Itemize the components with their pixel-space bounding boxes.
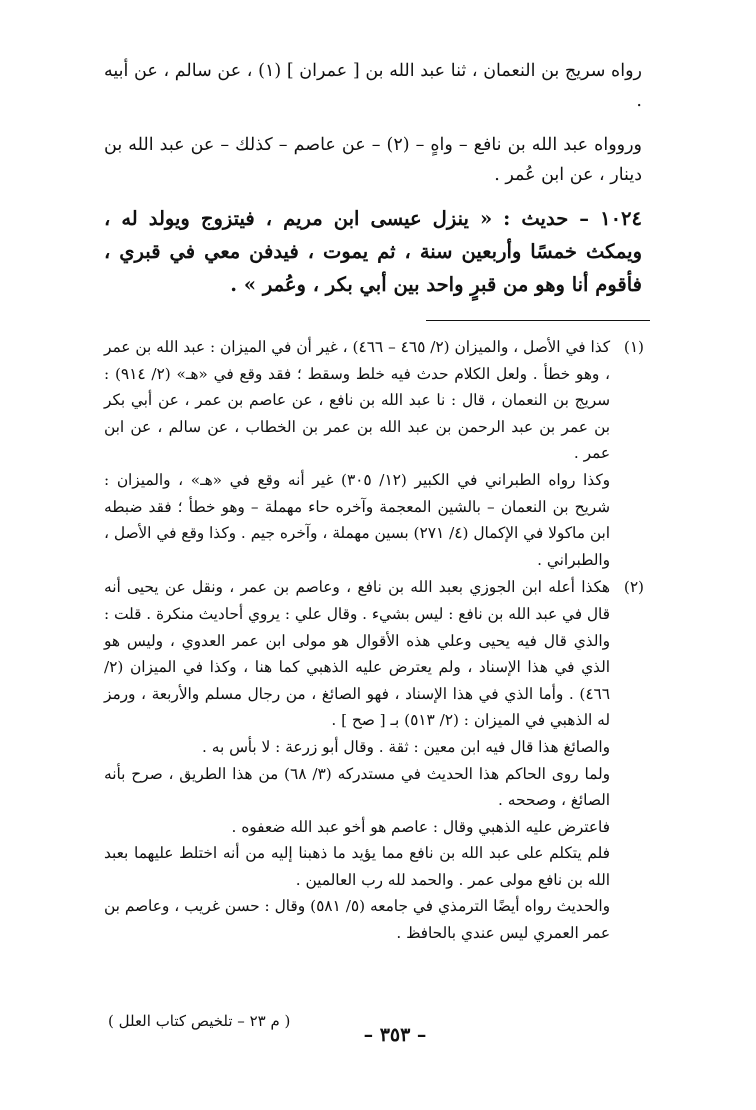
main-paragraph: وروواه عبد الله بن نافع – واهٍ – (٢) – عن عاصم – كذلك – عن عبد الله بن دينار ، عن ابن عُمر . bbox=[104, 135, 642, 185]
footnotes bbox=[104, 334, 644, 948]
footnote-paragraph: هكذا أعله ابن الجوزي بعبد الله بن نافع ، وعاصم بن عمر ، ونقل عن يحيى أنه قال في عبد الله بن نافع : ليس بشيء . وقال علي : يروي أحاديث منكرة . قلت : والذي قال فيه يحيى وعلي هذه الأقوال هو مولى ابن عمر العدوي ، وليس هو الذي في هذا الإسناد ، ولم يعترض عليه الذهبي كما هنا ، وكذا في الميزان (٢/ ٤٦٦) . وأما الذي في هذا الإسناد ، فهو الصائغ ، من رجال مسلم والأربعة ، ورمز له الذهبي في الميزان : (٢/ ٥١٣) بـ [ صح ] . bbox=[104, 578, 610, 730]
footnote bbox=[104, 574, 644, 946]
footnote-paragraph: والصائغ هذا قال فيه ابن معين : ثقة . وقال أبو زرعة : لا بأس به . bbox=[202, 737, 610, 756]
footnote-paragraph: فلم يتكلم على عبد الله بن نافع مما يؤيد ما ذهبنا إليه من أنه اختلط عليهما بعبد الله بن نافع مولى عمر . والحمد لله رب العالمين . bbox=[104, 844, 610, 889]
footnote-paragraph: والحديث رواه أيضًا الترمذي في جامعه (٥/ ٥٨١) وقال : حسن غريب ، وعاصم بن عمر العمري ليس عندي بالحافظ . bbox=[104, 897, 610, 943]
footnote-body bbox=[104, 574, 610, 946]
footnote-paragraph: ولما روى الحاكم هذا الحديث في مستدركه (٣/ ٦٨) من هذا الطريق ، صرح بأنه الصائغ ، وصححه . bbox=[104, 764, 610, 810]
main-paragraph: رواه سريج بن النعمان ، ثنا عبد الله بن [ عمران ] (١) ، عن سالم ، عن أبيه . bbox=[104, 61, 642, 111]
hadith-text: ١٠٢٤ – حديث : « ينزل عيسى ابن مريم ، فيتزوج ويولد له ، ويمكث خمسًا وأربعين سنة ، ثم يموت ، فيدفن معي في قبري ، فأقوم أنا وهو من قبرٍ واحد بين أبي بكر ، وعُمر » . bbox=[104, 207, 642, 296]
footnote-separator bbox=[426, 320, 650, 321]
footnote-paragraph: كذا في الأصل ، والميزان (٢/ ٤٦٥ – ٤٦٦) ، غير أن في الميزان : عبد الله بن عمر ، وهو خطأ . ولعل الكلام حدث فيه خلط وسقط ؛ فقد وقع في «هـ» (٢/ ٩١٤) : سريج بن النعمان ، قال : نا عبد الله بن نافع ، عن عاصم بن عمر ، عن أبي بكر بن عمر بن عبد الرحمن بن عبد الله بن عمر بن الخطاب ، عن سالم ، عن ابن عمر . bbox=[104, 338, 611, 463]
footnote-number: (٢) bbox=[623, 578, 644, 597]
footnote-paragraph: وكذا رواه الطبراني في الكبير (١٢/ ٣٠٥) غير أنه وقع في «هـ» ، والميزان : شريح بن النعمان – بالشين المعجمة وآخره حاء مهملة – وهو خطأ ؛ فقد ضبطه ابن ماكولا في الإكمال (٤/ ٢٧١) بسين مهملة ، وآخره جيم . وكذا وقع في الأصل ، والطبراني . bbox=[104, 470, 610, 569]
footnote-body bbox=[104, 334, 610, 573]
signature-mark: ( م ٢٣ – تلخيص كتاب العلل ) bbox=[108, 1012, 291, 1030]
footnote bbox=[104, 334, 644, 573]
page-number: – ٣٥٣ – bbox=[363, 1024, 427, 1046]
main-text bbox=[104, 56, 642, 315]
footnote-paragraph: فاعترض عليه الذهبي وقال : عاصم هو أخو عبد الله ضعفوه . bbox=[231, 817, 610, 836]
footnote-number: (١) bbox=[623, 338, 644, 356]
